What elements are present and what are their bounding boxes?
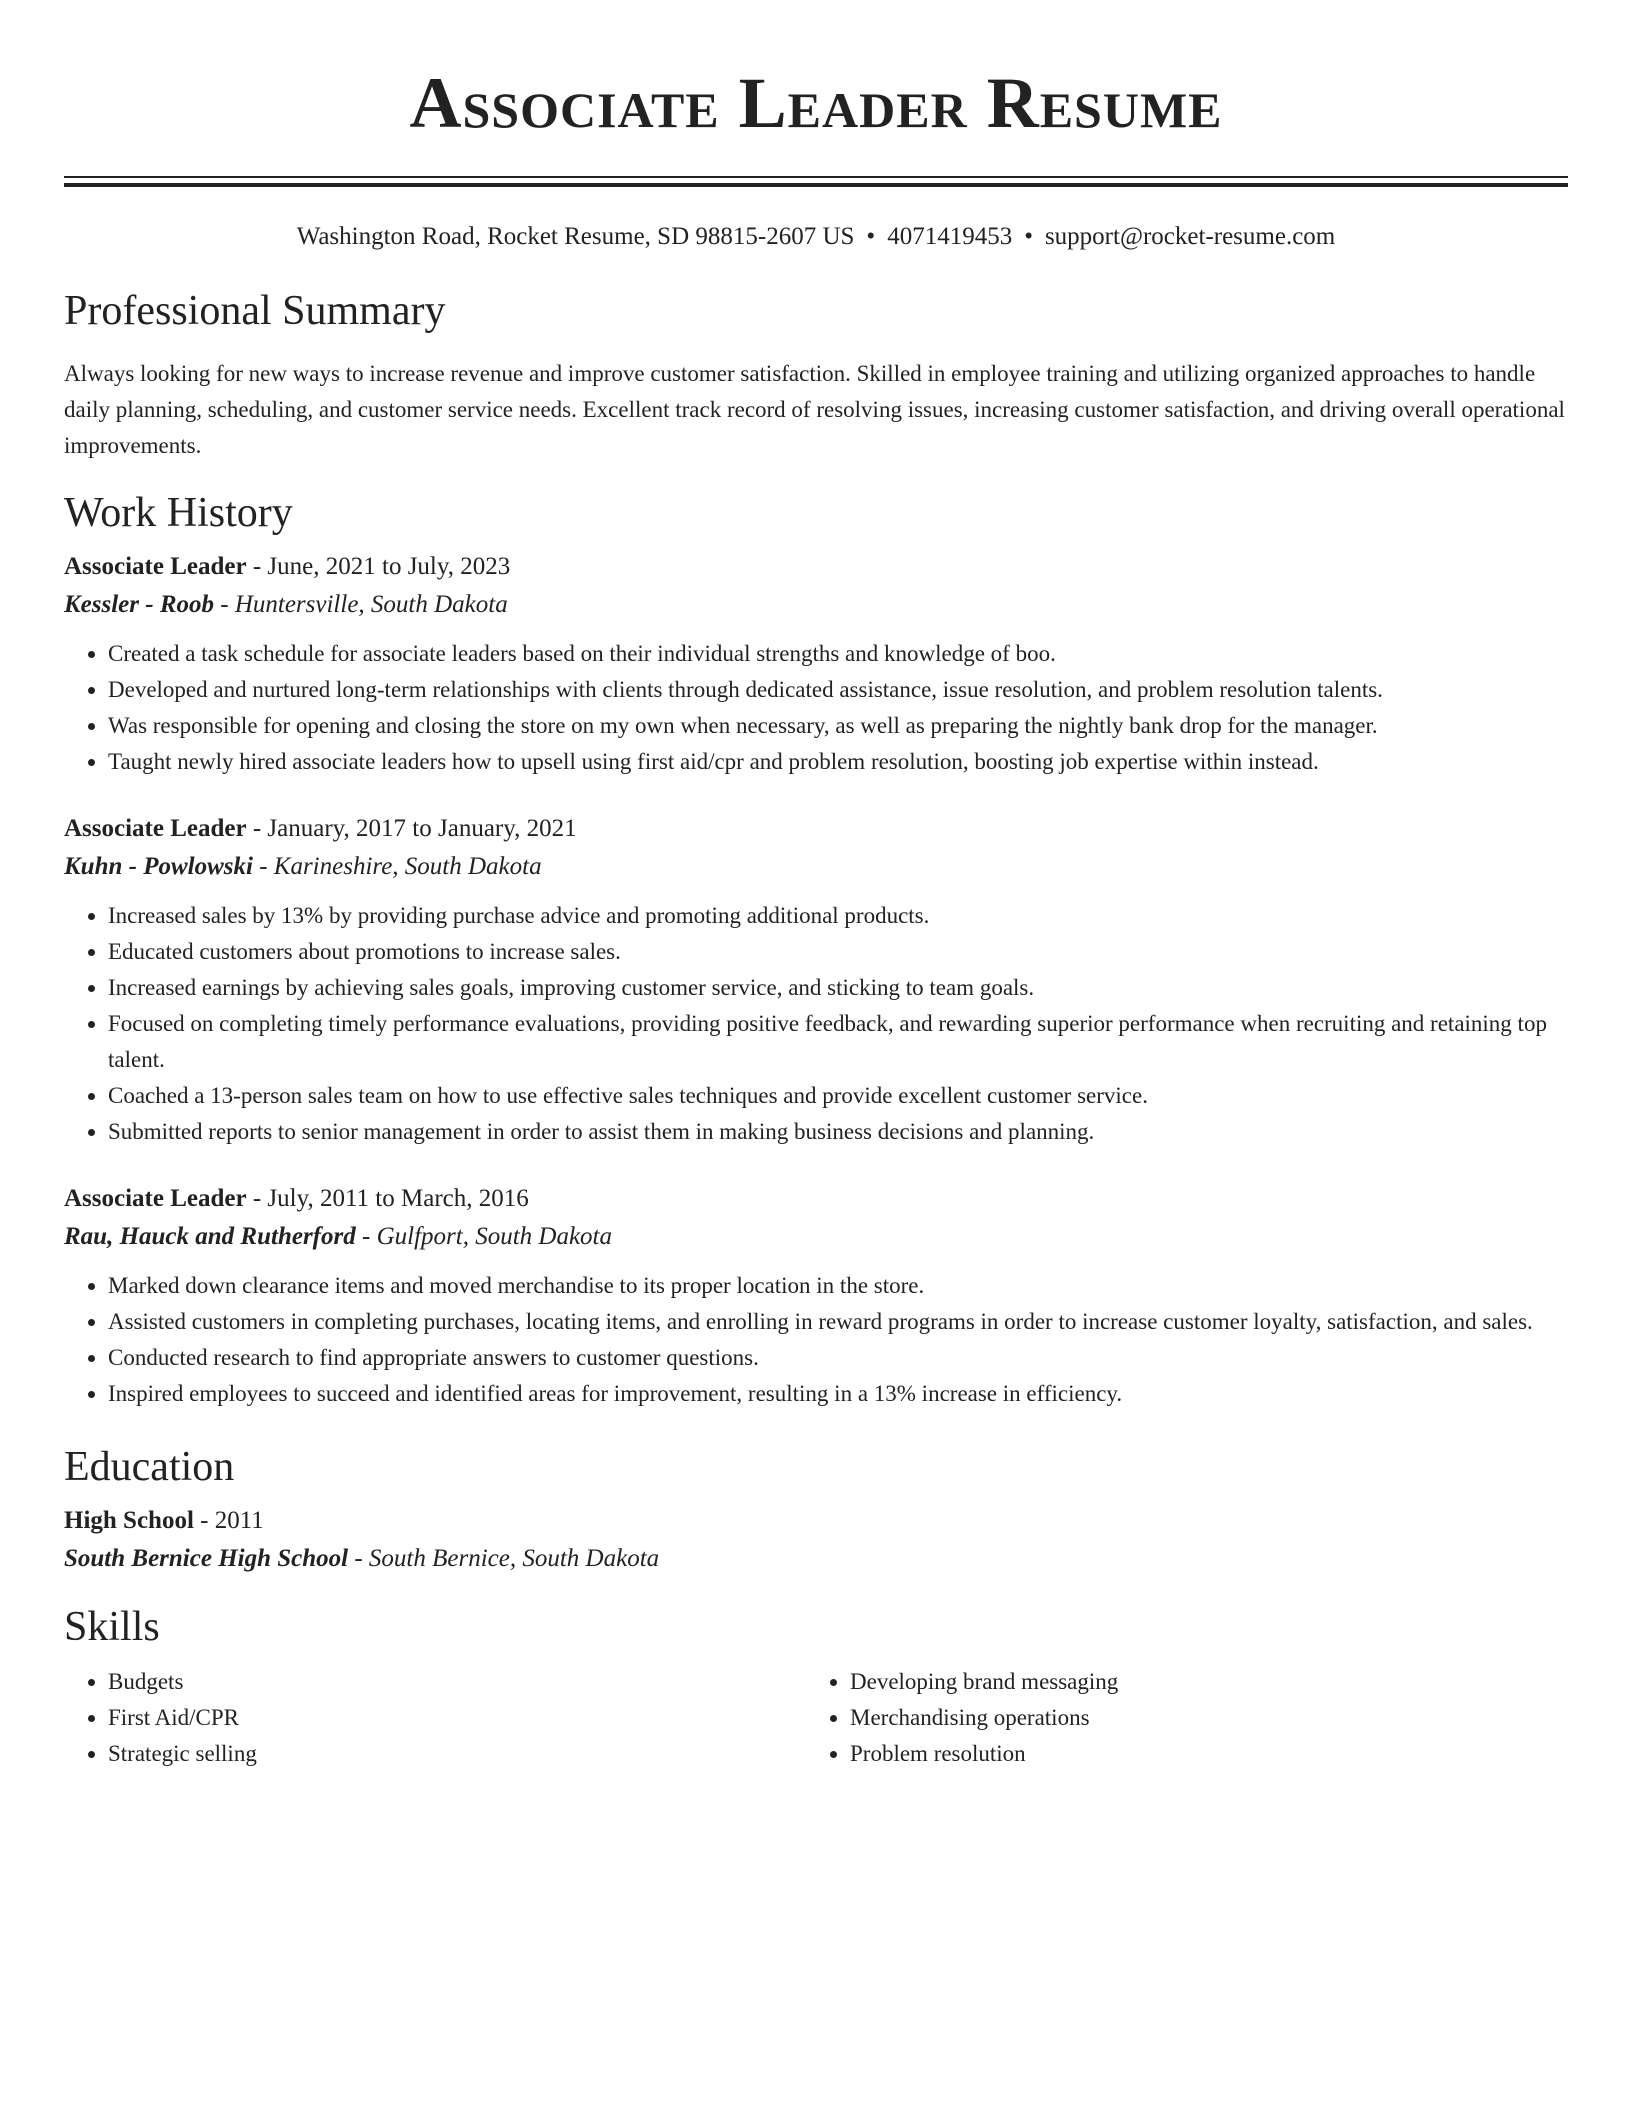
job-bullet: • Focused on completing timely performance evaluations, providing positive feedback, and rewarding superior performance when recruiting and retaining top talent.: [108, 1006, 1568, 1078]
resume-title: Associate Leader Resume: [409, 63, 1223, 143]
skill-item: • Budgets: [108, 1664, 806, 1700]
job-bullet: • Inspired employees to succeed and identified areas for improvement, resulting in a 13% increase in efficiency.: [108, 1376, 1568, 1412]
job-bullet: • Coached a 13-person sales team on how to use effective sales techniques and provide excellent customer service.: [108, 1078, 1568, 1114]
job-bullet: • Developed and nurtured long-term relationships with clients through dedicated assistance, issue resolution, and problem resolution talents.: [108, 672, 1568, 708]
skills-grid: [64, 1664, 1568, 1772]
job-bullet: • Marked down clearance items and moved merchandise to its proper location in the store.: [108, 1268, 1568, 1304]
skill-item: • Merchandising operations: [850, 1700, 1548, 1736]
contact-email: support@rocket-resume.com: [1044, 223, 1336, 250]
job-location: - Huntersville, South Dakota: [214, 591, 508, 618]
job-entry: [64, 548, 1568, 780]
job-dates: - July, 2011 to March, 2016: [246, 1185, 529, 1212]
contact-line: [64, 221, 1568, 253]
contact-separator: •: [866, 223, 876, 250]
job-title: Associate Leader: [64, 815, 247, 842]
job-company-line: [64, 586, 1568, 624]
skill-item: • First Aid/CPR: [108, 1700, 806, 1736]
job-dates: - June, 2021 to July, 2023: [246, 553, 511, 580]
job-entry: [64, 810, 1568, 1150]
contact-address: Washington Road, Rocket Resume, SD 98815-2607 US: [296, 223, 855, 250]
job-title: Associate Leader: [64, 553, 247, 580]
contact-separator: •: [1024, 223, 1033, 250]
job-bullet: • Conducted research to find appropriate answers to customer questions.: [108, 1340, 1568, 1376]
job-location: - Gulfport, South Dakota: [355, 1223, 612, 1250]
education-entry: [64, 1502, 1568, 1578]
job-bullet: • Created a task schedule for associate leaders based on their individual strengths and knowledge of boo.: [108, 636, 1568, 672]
education-degree: High School: [64, 1507, 194, 1534]
job-bullet: • Assisted customers in completing purchases, locating items, and enrolling in reward programs in order to increase customer loyalty, satisfaction, and sales.: [108, 1304, 1568, 1340]
contact-phone: 4071419453: [887, 223, 1013, 250]
job-bullet: • Taught newly hired associate leaders how to upsell using first aid/cpr and problem resolution, boosting job expertise within instead.: [108, 744, 1568, 780]
job-title-line: [64, 548, 1568, 586]
job-title: Associate Leader: [64, 1185, 247, 1212]
job-title-line: [64, 810, 1568, 848]
job-company-line: [64, 848, 1568, 886]
education-year: - 2011: [193, 1507, 264, 1534]
job-company: Kuhn - Powlowski: [64, 853, 253, 880]
job-bullets: [64, 898, 1568, 1150]
title-divider: [64, 176, 1568, 187]
job-location: - Karineshire, South Dakota: [252, 853, 542, 880]
job-dates: - January, 2017 to January, 2021: [246, 815, 577, 842]
skills-column-left: [64, 1664, 806, 1772]
education-school: South Bernice High School: [64, 1545, 349, 1572]
job-entry: [64, 1180, 1568, 1412]
job-company: Rau, Hauck and Rutherford: [64, 1223, 356, 1250]
job-bullets: [64, 1268, 1568, 1412]
job-bullets: [64, 636, 1568, 780]
job-bullet: • Was responsible for opening and closing the store on my own when necessary, as well as preparing the nightly bank drop for the manager.: [108, 708, 1568, 744]
education-school-line: [64, 1540, 1568, 1578]
summary-heading: Professional Summary: [64, 288, 446, 334]
job-bullet: • Increased earnings by achieving sales goals, improving customer service, and sticking to team goals.: [108, 970, 1568, 1006]
job-title-line: [64, 1180, 1568, 1218]
job-bullet: • Increased sales by 13% by providing purchase advice and promoting additional products.: [108, 898, 1568, 934]
skills-heading: Skills: [64, 1604, 160, 1650]
work-history-heading: Work History: [64, 490, 293, 536]
education-location: - South Bernice, South Dakota: [348, 1545, 660, 1572]
education-heading: Education: [64, 1444, 235, 1490]
summary-text: Always looking for new ways to increase revenue and improve customer satisfaction. Skilled in employee training and utilizing organized approaches to handle daily planning, scheduling, and customer service needs. Excellent track record of resolving issues, increasing customer satisfaction, and driving overall operational improvements.: [64, 361, 1565, 458]
education-degree-line: [64, 1502, 1568, 1540]
skills-column-right: [806, 1664, 1548, 1772]
skill-item: • Problem resolution: [850, 1736, 1548, 1772]
job-bullet: • Submitted reports to senior management in order to assist them in making business decisions and planning.: [108, 1114, 1568, 1150]
skill-item: • Developing brand messaging: [850, 1664, 1548, 1700]
skill-item: • Strategic selling: [108, 1736, 806, 1772]
job-bullet: • Educated customers about promotions to increase sales.: [108, 934, 1568, 970]
job-company-line: [64, 1218, 1568, 1256]
job-company: Kessler - Roob: [64, 591, 214, 618]
